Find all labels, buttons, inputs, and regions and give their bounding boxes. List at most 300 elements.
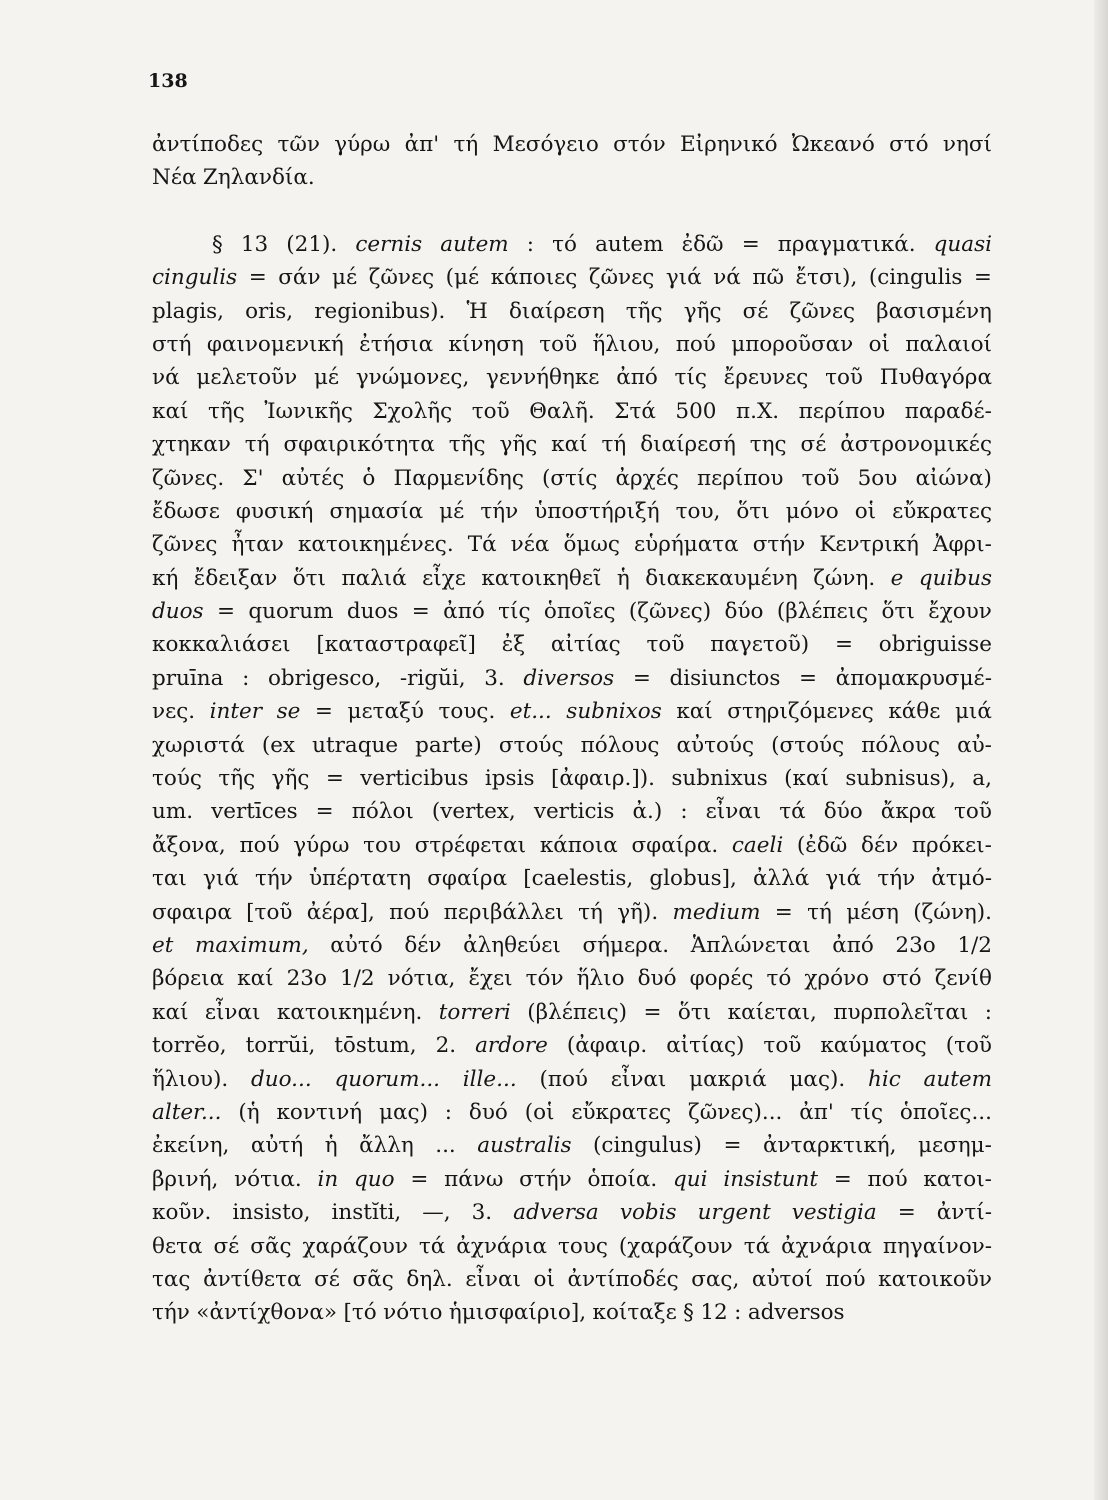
word: = (248, 265, 267, 291)
word: torrŭi, (245, 1033, 316, 1059)
word: oris, (245, 298, 294, 324)
word: χωριστά (152, 732, 245, 758)
word: πού (239, 832, 280, 858)
word: (πού (539, 1066, 588, 1092)
word: τήν (152, 1300, 190, 1326)
word: : (526, 231, 535, 257)
word: torreri (438, 999, 511, 1025)
word: = (315, 799, 334, 825)
word: = (897, 1200, 916, 1226)
word: αὐτές (281, 465, 345, 491)
word: νες. (152, 699, 196, 725)
word: τό (552, 231, 577, 257)
word: ἥλιου, (592, 331, 661, 357)
word: ἐδῶ (681, 231, 724, 257)
word: σέ (800, 432, 827, 458)
word: ἦταν (231, 532, 284, 558)
word: αἰώνα) (915, 465, 992, 491)
word: (τοῦ (945, 1033, 992, 1059)
word: ille... (462, 1066, 517, 1092)
word: στούς (498, 732, 564, 758)
word: του, (675, 498, 721, 524)
word: obrigesco, (267, 665, 382, 691)
word: εὔκρατες (892, 498, 992, 524)
text-line (152, 1163, 992, 1196)
word: στηριζόμενες (727, 699, 874, 725)
word: πόλους (861, 732, 940, 758)
word: γεννήθηκε (486, 365, 600, 391)
word: medium (672, 899, 761, 925)
word: 1/2 (957, 932, 992, 958)
word: ζῶνες (152, 532, 218, 558)
word: τή (601, 432, 627, 458)
word: ἐξ (501, 632, 526, 658)
word: = (973, 265, 992, 291)
word: se (276, 699, 301, 725)
word: κάθε (888, 699, 941, 725)
word: παλιά (341, 565, 407, 591)
text-line (152, 1263, 992, 1296)
word: τή (578, 899, 603, 925)
word: (vertex, (431, 799, 516, 825)
word: μόνο (785, 498, 839, 524)
word: (ἀφαιρ. (566, 1033, 648, 1059)
word: 2. (435, 1033, 457, 1059)
word: quasi (933, 231, 992, 257)
word: ζενίθ (934, 966, 992, 992)
word: (μέ (445, 265, 480, 291)
word: (ἡ (238, 1099, 260, 1125)
word: ἀπό (443, 599, 485, 625)
word: δέν (861, 832, 899, 858)
word: vobis (619, 1200, 677, 1226)
word: βασισμένη (876, 298, 992, 324)
word: vertīces (211, 799, 298, 825)
word: Θαλῆ. (529, 398, 595, 424)
word: [caelestis, (523, 866, 634, 892)
word: κατοικημένες. (297, 532, 454, 558)
word: ἀντίθετα (203, 1266, 302, 1292)
word: ὅτι (881, 599, 915, 625)
word: [τοῦ (246, 899, 293, 925)
paragraph-gap (152, 195, 992, 228)
word: ... (435, 1133, 456, 1159)
word: 13 (240, 231, 269, 257)
word: μέ (313, 365, 340, 391)
word: πού (389, 899, 430, 925)
word: εἶναι (465, 1266, 521, 1292)
text-line (152, 729, 992, 762)
text-line (152, 428, 992, 461)
word: μεσημ- (918, 1133, 992, 1159)
word: καί (152, 398, 189, 424)
word: [ἀφαιρ.]). (550, 766, 655, 792)
text-line (152, 462, 992, 495)
text-line (152, 1196, 992, 1229)
word: θετα (152, 1233, 203, 1259)
word: αὐτούς (676, 732, 755, 758)
word: πού (675, 331, 716, 357)
text-line (152, 228, 992, 261)
word: κατοικοῦν (878, 1266, 992, 1292)
word: e (890, 565, 904, 591)
word: = (741, 231, 760, 257)
word: = (799, 665, 818, 691)
word: τόν (525, 966, 564, 992)
word: διαίρεσή (640, 432, 736, 458)
word: Σ' (242, 465, 264, 491)
word: μέ (439, 498, 465, 524)
word: βόρεια (152, 966, 225, 992)
word: κατοι- (923, 1166, 992, 1192)
word: et... (509, 699, 552, 725)
word: δύο (823, 799, 863, 825)
word: γῆ). (617, 899, 659, 925)
word: μας) (379, 1099, 428, 1125)
word: australis (477, 1133, 572, 1159)
word: κάποιες (490, 265, 578, 291)
word: σᾶς (352, 1266, 394, 1292)
word: τοῦ (801, 465, 840, 491)
word: ζῶνες (789, 298, 856, 324)
word: (καί (784, 766, 829, 792)
word: ὅτι (677, 999, 712, 1025)
word: μας). (789, 1066, 846, 1092)
word: σέ (314, 1266, 340, 1292)
word: τῶν (277, 132, 320, 157)
word: : (680, 799, 688, 825)
word: torrĕo, (152, 1033, 227, 1059)
word: κατοικημένη. (276, 999, 423, 1025)
word: ἐκείνη, (152, 1133, 230, 1159)
word: ἀστρονομικές (840, 432, 992, 458)
page-number: 138 (148, 70, 188, 92)
word: τίς (850, 1099, 883, 1125)
word: -rigŭi, (399, 665, 466, 691)
word: παλαιοί (905, 331, 992, 357)
word: 3. (484, 665, 505, 691)
word: autem (923, 1066, 992, 1092)
word: Ἰωνικῆς (264, 398, 353, 424)
word: 5ου (857, 465, 898, 491)
word: quorum... (334, 1066, 441, 1092)
word: π.Χ. (736, 398, 780, 424)
word: quibus (918, 565, 992, 591)
word: 1/2 (340, 966, 375, 992)
word: ἀντίποδές (567, 1266, 679, 1292)
word: δύο (724, 599, 764, 625)
word: autem (440, 231, 509, 257)
word: οἱ (533, 1266, 555, 1292)
text-line (152, 528, 992, 561)
word: ὑπέρτατη (308, 866, 412, 892)
text-line (152, 996, 992, 1029)
word: αὐτό (330, 932, 383, 958)
word: verticibus (360, 766, 469, 792)
word: regionibus). (314, 298, 446, 324)
word: ἀληθεύει (463, 932, 561, 958)
word: duos (346, 599, 399, 625)
word: ται (152, 866, 187, 892)
word: κή (152, 565, 179, 591)
text-line (152, 495, 992, 528)
word: um. (152, 799, 194, 825)
word: quo (354, 1166, 395, 1192)
text-line (152, 662, 992, 695)
word: ἔχουν (928, 599, 992, 625)
word: κοντινή (276, 1099, 363, 1125)
text-line (152, 328, 992, 361)
word: 12 (700, 1300, 728, 1326)
commentary-text (152, 128, 992, 1330)
word: ἡμισφαίριο], (448, 1300, 587, 1326)
word: ἀχνάρια (781, 1233, 872, 1259)
word: σέ (742, 298, 769, 324)
word: Ζηλανδία. (202, 165, 315, 191)
word: στρέφεται (414, 832, 527, 858)
word: γῆς (271, 766, 310, 792)
text-line (152, 628, 992, 661)
word: a, (972, 766, 992, 792)
word: inter (209, 699, 263, 725)
word: globus], (649, 866, 737, 892)
word: ἔτσι), (795, 265, 858, 291)
word: caeli (731, 832, 784, 858)
word: τίς (498, 599, 531, 625)
word: ἀντί- (936, 1200, 992, 1226)
word: ὁποῖες... (899, 1099, 992, 1125)
word: Κεντρική (819, 532, 919, 558)
word: quorum (248, 599, 334, 625)
word: κοῦν. (152, 1200, 212, 1226)
word: : (444, 1099, 453, 1125)
word: Τά (467, 532, 497, 558)
text-line (152, 695, 992, 728)
word: εἶναι (610, 1066, 667, 1092)
word: ἔδειξαν (193, 565, 278, 591)
word: ζῶνες. (152, 465, 225, 491)
word: [καταστραφεῖ] (316, 632, 476, 658)
word: obriguisse (878, 632, 992, 658)
word: 500 (675, 398, 717, 424)
word: σημασία (329, 498, 424, 524)
text-line (152, 762, 992, 795)
word: = (774, 899, 793, 925)
word: δυό (637, 966, 677, 992)
word: (cingulus) (593, 1133, 702, 1159)
word: τῆς (625, 298, 663, 324)
word: adversos (747, 1300, 845, 1326)
word: (ex (261, 732, 296, 758)
word: utraque (312, 732, 399, 758)
word: δυό (468, 1099, 508, 1125)
word: ζῶνες)... (688, 1099, 783, 1125)
word: 23ο (895, 932, 936, 958)
text-line (152, 295, 992, 328)
word: γνώμονες, (355, 365, 470, 391)
word: et (152, 932, 174, 958)
word: ἀέρα], (306, 899, 375, 925)
word: μακριά (689, 1066, 767, 1092)
word: παραδέ- (904, 398, 992, 424)
word: σέ (213, 1233, 240, 1259)
word: γιά (825, 866, 862, 892)
word: τή (453, 132, 479, 157)
word: πῶ (752, 265, 784, 291)
word: μελετοῦν (196, 365, 298, 391)
word: εἶναι (705, 799, 762, 825)
word: ὅτι (736, 498, 770, 524)
word: : (734, 1300, 742, 1326)
word: νά (713, 265, 741, 291)
word: πάνω (444, 1166, 504, 1192)
word: καύματος (820, 1033, 927, 1059)
text-line (152, 1230, 992, 1263)
word: ἀπό (616, 365, 658, 391)
word: = (325, 766, 344, 792)
text-line (152, 395, 992, 428)
word: εὑρήματα (634, 532, 739, 558)
word: σᾶς (250, 1233, 292, 1259)
word: ζώνη. (813, 565, 876, 591)
word: αἰτίας (550, 632, 621, 658)
word: Στά (614, 398, 656, 424)
word: νότιο (383, 1300, 443, 1326)
word: subnixus (671, 766, 768, 792)
word: φυσική (235, 498, 314, 524)
word: μιά (954, 699, 992, 725)
word: autem (595, 231, 664, 257)
word: τό (766, 966, 792, 992)
word: δέν (404, 932, 442, 958)
word: : (984, 999, 992, 1025)
text-line (152, 862, 992, 895)
word: γιά (202, 866, 239, 892)
word: σφαιρα (152, 899, 232, 925)
text-line (152, 795, 992, 828)
word: Σχολῆς (372, 398, 453, 424)
word: νά (152, 365, 180, 391)
word: ἀπ' (404, 132, 440, 157)
word: (οἱ (524, 1099, 555, 1125)
text-line (152, 1296, 992, 1329)
word: ἀ.) (632, 799, 663, 825)
word: Ἁπλώνεται (690, 932, 811, 958)
word: ζῶνες (588, 265, 655, 291)
word: εὔκρατες (571, 1099, 672, 1125)
text-line (152, 1129, 992, 1162)
word: αἰτίας) (666, 1033, 745, 1059)
word: νότια. (234, 1166, 302, 1192)
word: περιβάλλει (443, 899, 564, 925)
word: subnisus), (845, 766, 956, 792)
word: αὐ- (957, 732, 992, 758)
word: στόν (613, 132, 666, 157)
word: diversos (523, 665, 615, 691)
text-line (152, 361, 992, 394)
word: (ζῶνες) (628, 599, 712, 625)
word: «ἀντίχθονα» (196, 1300, 338, 1326)
word: ὁποία. (587, 1166, 658, 1192)
word: ἄκρα (880, 799, 936, 825)
word: μποροῦσαν (731, 331, 854, 357)
word: parte) (415, 732, 482, 758)
word: = (314, 699, 333, 725)
word: cernis (355, 231, 423, 257)
word: duos (152, 599, 204, 625)
word: insisto, (232, 1200, 311, 1226)
word: = (410, 1166, 429, 1192)
word: ζῶνες (368, 265, 435, 291)
text-line (152, 1029, 992, 1062)
word: (ζώνη). (913, 899, 992, 925)
word: του (363, 832, 402, 858)
page-edge-shadow (1094, 0, 1108, 1500)
word: νέα (510, 532, 550, 558)
word: ἡ (616, 565, 630, 591)
word: (ἐδῶ (796, 832, 848, 858)
word: ἔδωσε (152, 498, 220, 524)
word: στό (889, 132, 929, 157)
word: ἐτήσια (359, 331, 434, 357)
word: καί (237, 966, 274, 992)
word: ardore (475, 1033, 548, 1059)
word: τούς (152, 766, 202, 792)
word: = (834, 632, 853, 658)
word: κοίταξε (592, 1300, 677, 1326)
word: τήν (480, 498, 519, 524)
word: instĭti, (331, 1200, 402, 1226)
word: τήν (254, 866, 293, 892)
word: insistunt (723, 1166, 818, 1192)
word: εἶναι (204, 999, 261, 1025)
word: τήν (877, 866, 916, 892)
word: τά (743, 1233, 771, 1259)
word: ἥλιο (576, 966, 625, 992)
word: = (632, 665, 651, 691)
word: maximum, (194, 932, 309, 958)
word: χρόνο (804, 966, 870, 992)
word: πηγαίνον- (882, 1233, 992, 1259)
word: Νέα (152, 165, 197, 191)
text-line (152, 261, 992, 294)
word: (χαράζουν (618, 1233, 733, 1259)
word: τοῦ (825, 365, 863, 391)
word: (στούς (771, 732, 845, 758)
word: disiunctos (669, 665, 781, 691)
word: μέση (846, 899, 899, 925)
word: χαράζουν (302, 1233, 408, 1259)
word: (βλέπεις) (527, 999, 627, 1025)
word: σφαίρα (427, 866, 508, 892)
word: τίς (674, 365, 707, 391)
word: ὅμως (563, 532, 620, 558)
word: σφαιρικότητα (283, 432, 435, 458)
word: σας, (691, 1266, 740, 1292)
word: διαίρεση (508, 298, 605, 324)
word: ὑποστήριξή (534, 498, 660, 524)
word: περίπου (697, 465, 784, 491)
word: καί (152, 999, 189, 1025)
word: δηλ. (406, 1266, 453, 1292)
word: περίπου (798, 398, 886, 424)
word: ἄλλη (359, 1133, 414, 1159)
word: ἀντίποδες (152, 132, 264, 157)
text-line (152, 896, 992, 929)
word: τοῦ (539, 331, 578, 357)
word: subnixos (566, 699, 662, 725)
word: qui (673, 1166, 708, 1192)
